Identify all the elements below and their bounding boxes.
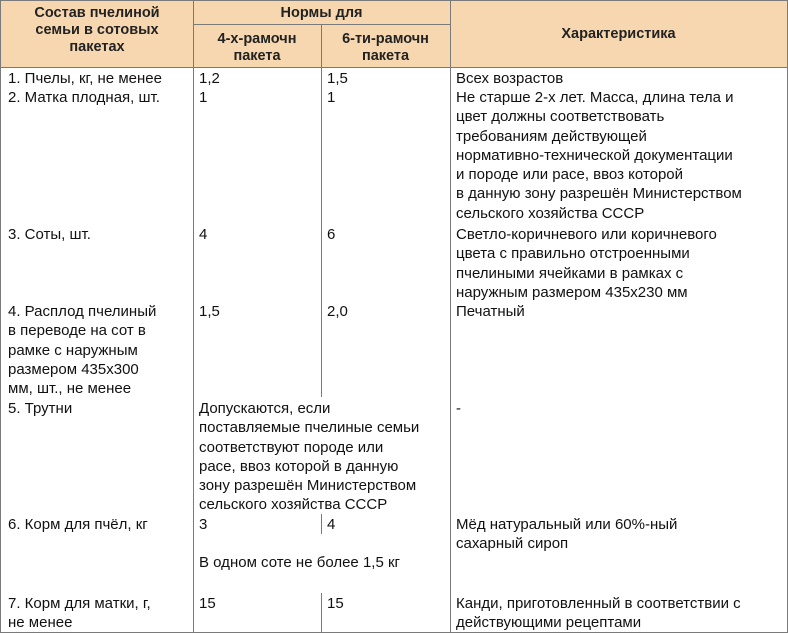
row-4-name	[8, 302, 156, 398]
row-2-value-6-frame: 1	[327, 89, 336, 106]
cell-line: поставляемые пчелиные семьи	[199, 419, 420, 437]
row-7-value-6-frame: 15	[327, 595, 344, 612]
cell-line: пчелиными ячейками в рамках с	[456, 264, 684, 282]
cell-line: в данную зону разрешён Министерством	[456, 185, 742, 203]
column-divider-3	[450, 0, 451, 633]
cell-line: 7. Корм для матки, г,	[8, 595, 151, 612]
cell-line: Печатный	[456, 303, 525, 320]
cell-line: рамке с наружным	[8, 341, 138, 359]
row-1-value-4-frame: 1,2	[199, 70, 220, 87]
cell-line: Светло-коричневого или коричневого	[456, 226, 717, 243]
row-2-value-4-frame: 1	[199, 89, 208, 106]
cell-line: размером 435x300	[8, 360, 139, 378]
row-2-name	[8, 88, 160, 107]
cell-line: 6. Корм для пчёл, кг	[8, 516, 148, 533]
row-1-characteristic	[456, 69, 563, 88]
cell-line: 3. Соты, шт.	[8, 226, 91, 243]
header-composition	[2, 5, 192, 56]
header-composition-line: пакетах	[69, 39, 125, 55]
row-7-name	[8, 594, 151, 633]
row-2-characteristic	[456, 88, 742, 223]
row-6-value-4-frame: 3	[199, 516, 208, 533]
header-bottom-border	[0, 67, 788, 68]
cell-line: сахарный сироп	[456, 535, 569, 553]
row-1-value-6-frame: 1,5	[327, 70, 348, 87]
column-divider-2	[321, 25, 322, 397]
column-divider-1	[193, 0, 194, 633]
cell-line: Всех возрастов	[456, 70, 564, 87]
cell-line: наружным размером 435x230 мм	[456, 283, 688, 301]
header-6-frame	[322, 31, 449, 65]
cell-line: сельского хозяйства СССР	[456, 204, 645, 222]
row-7-value-4-frame: 15	[199, 595, 216, 612]
cell-line: действующими рецептами	[456, 614, 642, 632]
cell-line: и породе или расе, ввоз которой	[456, 166, 684, 184]
row-4-value-4-frame: 1,5	[199, 303, 220, 320]
header-characteristic: Характеристика	[561, 26, 676, 42]
header-4-frame-line: пакета	[233, 48, 281, 64]
table-border-left	[0, 0, 1, 633]
header-composition-line: Состав пчелиной	[34, 5, 160, 21]
row-5-merged-norm	[199, 399, 419, 515]
row-1-name	[8, 69, 162, 88]
cell-line: мм, шт., не менее	[8, 380, 132, 398]
header-norms: Нормы для	[280, 5, 363, 21]
cell-line: цвет должны соответствовать	[456, 108, 665, 126]
cell-line: цвета с правильно отстроенными	[456, 245, 690, 263]
row-7-characteristic	[456, 594, 741, 633]
row-6-name	[8, 515, 148, 534]
cell-line: расе, ввоз которой в данную	[199, 457, 399, 475]
header-6-frame-line: пакета	[361, 48, 410, 64]
row-5-name	[8, 399, 72, 418]
cell-line: сельского хозяйства СССР	[199, 496, 388, 514]
row-3-name	[8, 225, 91, 244]
cell-line: Канди, приготовленный в соответствии с	[456, 595, 741, 612]
row-3-value-4-frame: 4	[199, 226, 208, 243]
cell-line: Мёд натуральный или 60%-ный	[456, 516, 678, 533]
header-composition-line: семьи в сотовых	[35, 22, 159, 38]
column-divider-2	[321, 593, 322, 633]
cell-line: зону разрешён Министерством	[199, 477, 417, 495]
cell-line: соответствуют породе или	[199, 438, 384, 456]
row-6-note: В одном соте не более 1,5 кг	[199, 554, 400, 571]
cell-line: не менее	[8, 614, 73, 632]
row-3-value-6-frame: 6	[327, 226, 336, 243]
table-border-top	[0, 0, 788, 1]
cell-line: в переводе на сот в	[8, 322, 146, 340]
cell-line: -	[456, 400, 461, 417]
cell-line: 4. Расплод пчелиный	[8, 303, 157, 320]
header-4-frame	[194, 31, 320, 65]
cell-line: Допускаются, если	[199, 400, 331, 417]
header-4-frame-line: 4-х-рамочн	[217, 31, 297, 47]
row-5-characteristic	[456, 399, 461, 418]
row-6-value-6-frame: 4	[327, 516, 336, 533]
row-4-characteristic	[456, 302, 525, 321]
cell-line: нормативно-технической документации	[456, 146, 733, 164]
header-6-frame-line: 6-ти-рамочн	[342, 31, 429, 47]
row-3-characteristic	[456, 225, 717, 302]
row-6-characteristic	[456, 515, 677, 554]
row-4-value-6-frame: 2,0	[327, 303, 348, 320]
cell-line: требованиям действующей	[456, 127, 647, 145]
cell-line: 5. Трутни	[8, 400, 73, 417]
cell-line: 1. Пчелы, кг, не менее	[8, 70, 162, 87]
cell-line: 2. Матка плодная, шт.	[8, 89, 160, 106]
cell-line: Не старше 2-х лет. Масса, длина тела и	[456, 89, 734, 106]
column-divider-2	[321, 514, 322, 534]
